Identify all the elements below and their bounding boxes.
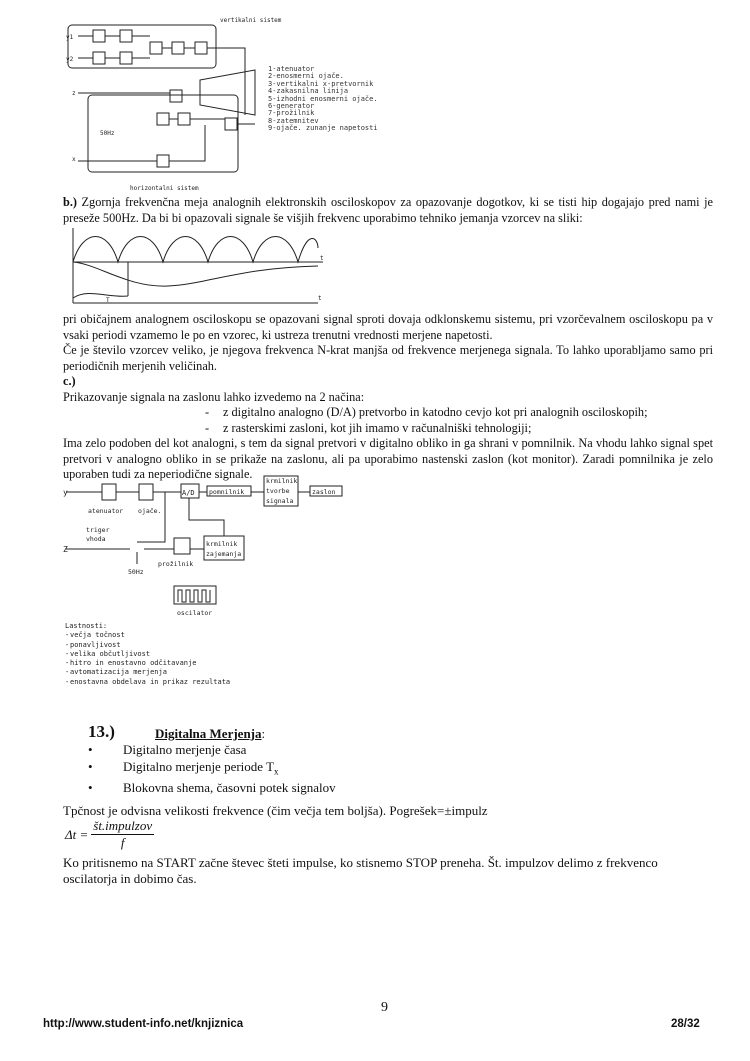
legend-item: 5-izhodni enosmerni ojače. [268, 94, 378, 103]
section-b-text [63, 195, 713, 226]
list-item: - z digitalno analogno (D/A) pretvorbo in katodno cevjo kot pri analognih osciloskopih; [205, 405, 713, 421]
list-item: - hitro in enostavno odčitavanje [65, 659, 230, 668]
amplifier-label: ojače. [138, 507, 162, 515]
page-count: 28/32 [671, 1018, 700, 1030]
atenuator-label: atenuator [88, 507, 124, 515]
bullet-item [80, 759, 336, 780]
legend-item: 3-vertikalni x-pretvornik [268, 79, 374, 88]
paragraph: Ima zelo podoben del kot analogni, s tem da signal pretvori v digitalno obliko in ga shrani v pomnilnik. Na vhodu lahko signal spet pretvori v analogno obliko in se prikaže na zaslonu, ali pa uporabimo nastenski zaslon (kot monitor). Zaradi pomnilnika je zelo uporaben tudi za neperiodične signale. [63, 436, 713, 481]
digital-oscilloscope-block-diagram [60, 472, 360, 622]
section-c-label: c.) [63, 374, 76, 388]
closing-paragraph: Ko pritisnemo na START začne števec šteti impulse, ko stisnemo STOP preneha. Št. impulzov delimo z frekvenco oscilatorja in dobimo čas. [63, 855, 658, 886]
section-13-bullets [80, 742, 336, 796]
legend-item: 6-generator [268, 102, 315, 111]
diagram-legend [268, 66, 378, 133]
legend-item: 9-ojače. zunanje napetosti [268, 124, 378, 133]
sampling-waveform-figure [68, 228, 328, 308]
display-methods-list [205, 405, 713, 436]
display-controller-label: signala [266, 497, 294, 505]
section-b-label: b.) [63, 195, 78, 209]
legend-item: 4-zakasnilna linija [268, 87, 349, 96]
bullet-item: • Blokovna shema, časovni potek signalov [80, 780, 336, 797]
accuracy-text: Tpčnost je odvisna velikosti frekvence (čim večja tem boljša). Pogrešek=±impulz [63, 803, 488, 818]
subscript: x [274, 766, 279, 777]
memory-label: pomnilnik [209, 488, 245, 496]
paragraph: pri običajnem analognem osciloskopu se opazovani signal sproti dovaja odklonskemu sistemu, pri vzorčevalnem osciloskopu pa v vsaki periodi vzamemo le po en vzorec, ki ustreza trenutni vrednosti merjene napetosti. [63, 312, 713, 342]
trigger-label: vhoda [86, 535, 106, 543]
t-axis-label-2: t [318, 295, 322, 302]
oscillator-label: oscilator [177, 609, 213, 617]
paragraph: Če je število vzorcev veliko, je njegova frekvenca N-krat manjša od frekvence merjenega signala. To lahko uporabljamo samo pri periodičnih merjenih veličinah. [63, 343, 713, 373]
formula-numerator: št.impulzov [93, 818, 153, 833]
list-item: - večja točnost [65, 631, 230, 640]
list-item: - velika občutljivost [65, 650, 230, 659]
input-y1-label: y1 [66, 34, 74, 41]
properties-list [65, 622, 230, 687]
formula-lhs: Δt = [65, 826, 89, 842]
list-item: - enostavna obdelava in prikaz rezultata [65, 678, 230, 687]
mains-label: 50Hz [128, 568, 144, 576]
screen-label: zaslon [312, 488, 336, 496]
list-item: - avtomatizacija merjenja [65, 668, 230, 677]
input-z-label: z [72, 90, 76, 97]
input-y2-label: y2 [66, 56, 74, 63]
section-title: Digitalna Merjenja [155, 726, 262, 741]
list-item: - z rasterskimi zasloni, kot jih imamo v računalniški tehnologiji; [205, 421, 713, 437]
legend-item: 1-atenuator [268, 65, 315, 73]
page-number: 9 [381, 1000, 388, 1015]
vertical-system-label: vertikalni sistem [220, 17, 282, 24]
z-input-label: Z [63, 545, 68, 554]
section-heading [155, 726, 265, 742]
legend-item: 7-prožilnik [268, 109, 315, 118]
section-number: 13.) [88, 722, 115, 741]
display-controller-label: tvorbe [266, 487, 290, 495]
section-b-body: Zgornja frekvenčna meja analognih elektronskih osciloskopov za opazovanje dogotkov, ki se tisti hip dogajajo pred nami je preseže 500Hz. Da bi bi opazovali signale še višjih frekvenc uporabimo tehniko jemanja vzorcev na sliki: [63, 195, 713, 225]
footer-url-link[interactable]: http://www.student-info.net/knjiznica [43, 1018, 244, 1030]
section-b-paragraphs [63, 312, 713, 483]
display-controller-label: krmilnik [266, 477, 298, 485]
formula-denominator: f [120, 835, 125, 850]
sampling-controller-label: krmilnik [206, 540, 238, 548]
period-label: T [106, 297, 110, 304]
input-x-label: x [72, 156, 76, 163]
properties-title: Lastnosti: [65, 622, 108, 630]
y-input-label: y [63, 488, 68, 497]
t-axis-label: t [320, 255, 324, 262]
bullet-text: Digitalno merjenje periode T [123, 758, 275, 774]
ad-converter-label: A/D [182, 489, 195, 497]
trigger-circuit-label: prožilnik [158, 560, 194, 568]
sampling-controller-label: zajemanja [206, 550, 242, 558]
legend-item: 2-enosmerni ojače. [268, 72, 344, 81]
mains-label: 50Hz [100, 130, 115, 137]
legend-item: 8-zatemnitev [268, 116, 319, 125]
trigger-label: triger [86, 526, 110, 534]
colon: : [261, 726, 266, 741]
paragraph: Prikazovanje signala na zaslonu lahko izvedemo na 2 načina: [63, 389, 365, 404]
list-item: - ponavljivost [65, 641, 230, 650]
horizontal-system-label: horizontalni sistem [130, 185, 199, 192]
bullet-item: • Digitalno merjenje časa [80, 742, 336, 759]
formula [65, 818, 154, 851]
